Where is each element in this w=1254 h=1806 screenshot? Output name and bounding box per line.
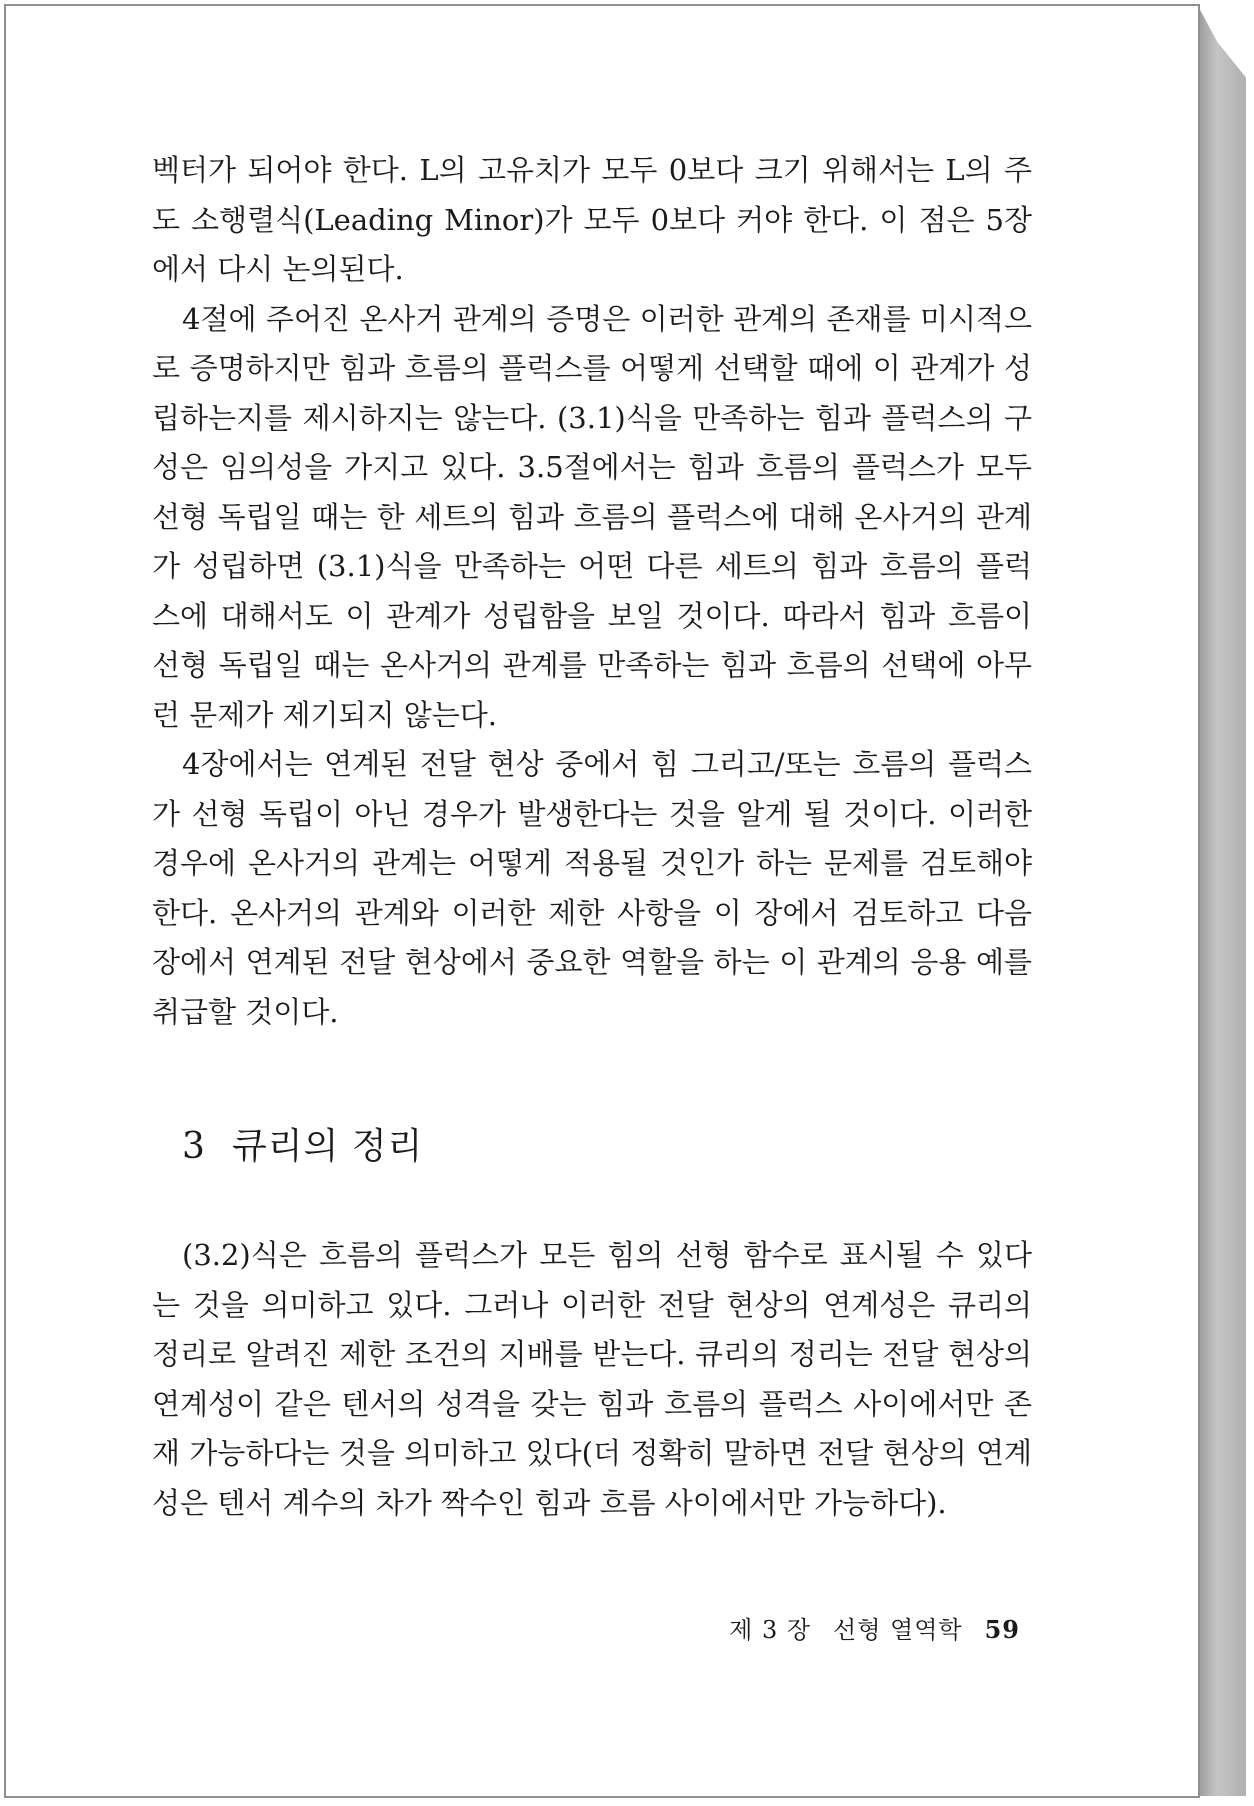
page-edge-shadow	[1198, 6, 1246, 1796]
paragraph-3: 4장에서는 연계된 전달 현상 중에서 힘 그리고/또는 흐름의 플럭스가 선형 독립이 아닌 경우가 발생한다는 것을 알게 될 것이다. 이러한 경우에 온사거의 관계는 어떻게 적용될 것인가 하는 문제를 검토해야 한다. 온사거의 관계와 이러한 제한 사항을 이 장에서 검토하고 다음 장에서 연계된 전달 현상에서 중요한 역할을 하는 이 관계의 응용 예를 취급할 것이다.	[152, 747, 1032, 1029]
section-number: 3	[182, 1126, 206, 1167]
paragraph-1: 벡터가 되어야 한다. L의 고유치가 모두 0보다 크기 위해서는 L의 주도 소행렬식(Leading Minor)가 모두 0보다 커야 한다. 이 점은 5장에서 다시 논의된다.	[152, 153, 1032, 286]
paragraph-4: (3.2)식은 흐름의 플럭스가 모든 힘의 선형 함수로 표시될 수 있다는 것을 의미하고 있다. 그러나 이러한 전달 현상의 연계성은 큐리의 정리로 알려진 제한 조건의 지배를 받는다. 큐리의 정리는 전달 현상의 연계성이 같은 텐서의 성격을 갖는 힘과 흐름의 플럭스 사이에서만 존재 가능하다는 것을 의미하고 있다(더 정확히 말하면 전달 현상의 연계성은 텐서 계수의 차가 짝수인 힘과 흐름 사이에서만 가능하다).	[152, 1238, 1032, 1520]
page-body	[152, 146, 1032, 1528]
footer-chapter: 제 3 장	[729, 1616, 812, 1644]
page-footer	[729, 1610, 1020, 1645]
footer-chapter-title: 선형 열역학	[833, 1616, 963, 1644]
section-title: 큐리의 정리	[232, 1126, 424, 1167]
paragraph-2: 4절에 주어진 온사거 관계의 증명은 이러한 관계의 존재를 미시적으로 증명하지만 힘과 흐름의 플럭스를 어떻게 선택할 때에 이 관계가 성립하는지를 제시하지는 않는다. (3.1)식을 만족하는 힘과 플럭스의 구성은 임의성을 가지고 있다. 3.5절에서는 힘과 흐름의 플럭스가 모두 선형 독립일 때는 한 세트의 힘과 흐름의 플럭스에 대해 온사거의 관계가 성립하면 (3.1)식을 만족하는 어떤 다른 세트의 힘과 흐름의 플럭스에 대해서도 이 관계가 성립함을 보일 것이다. 따라서 힘과 흐름이 선형 독립일 때는 온사거의 관계를 만족하는 힘과 흐름의 선택에 아무런 문제가 제기되지 않는다.	[152, 301, 1032, 732]
section-heading	[182, 1125, 1032, 1169]
page-number: 59	[984, 1615, 1020, 1644]
